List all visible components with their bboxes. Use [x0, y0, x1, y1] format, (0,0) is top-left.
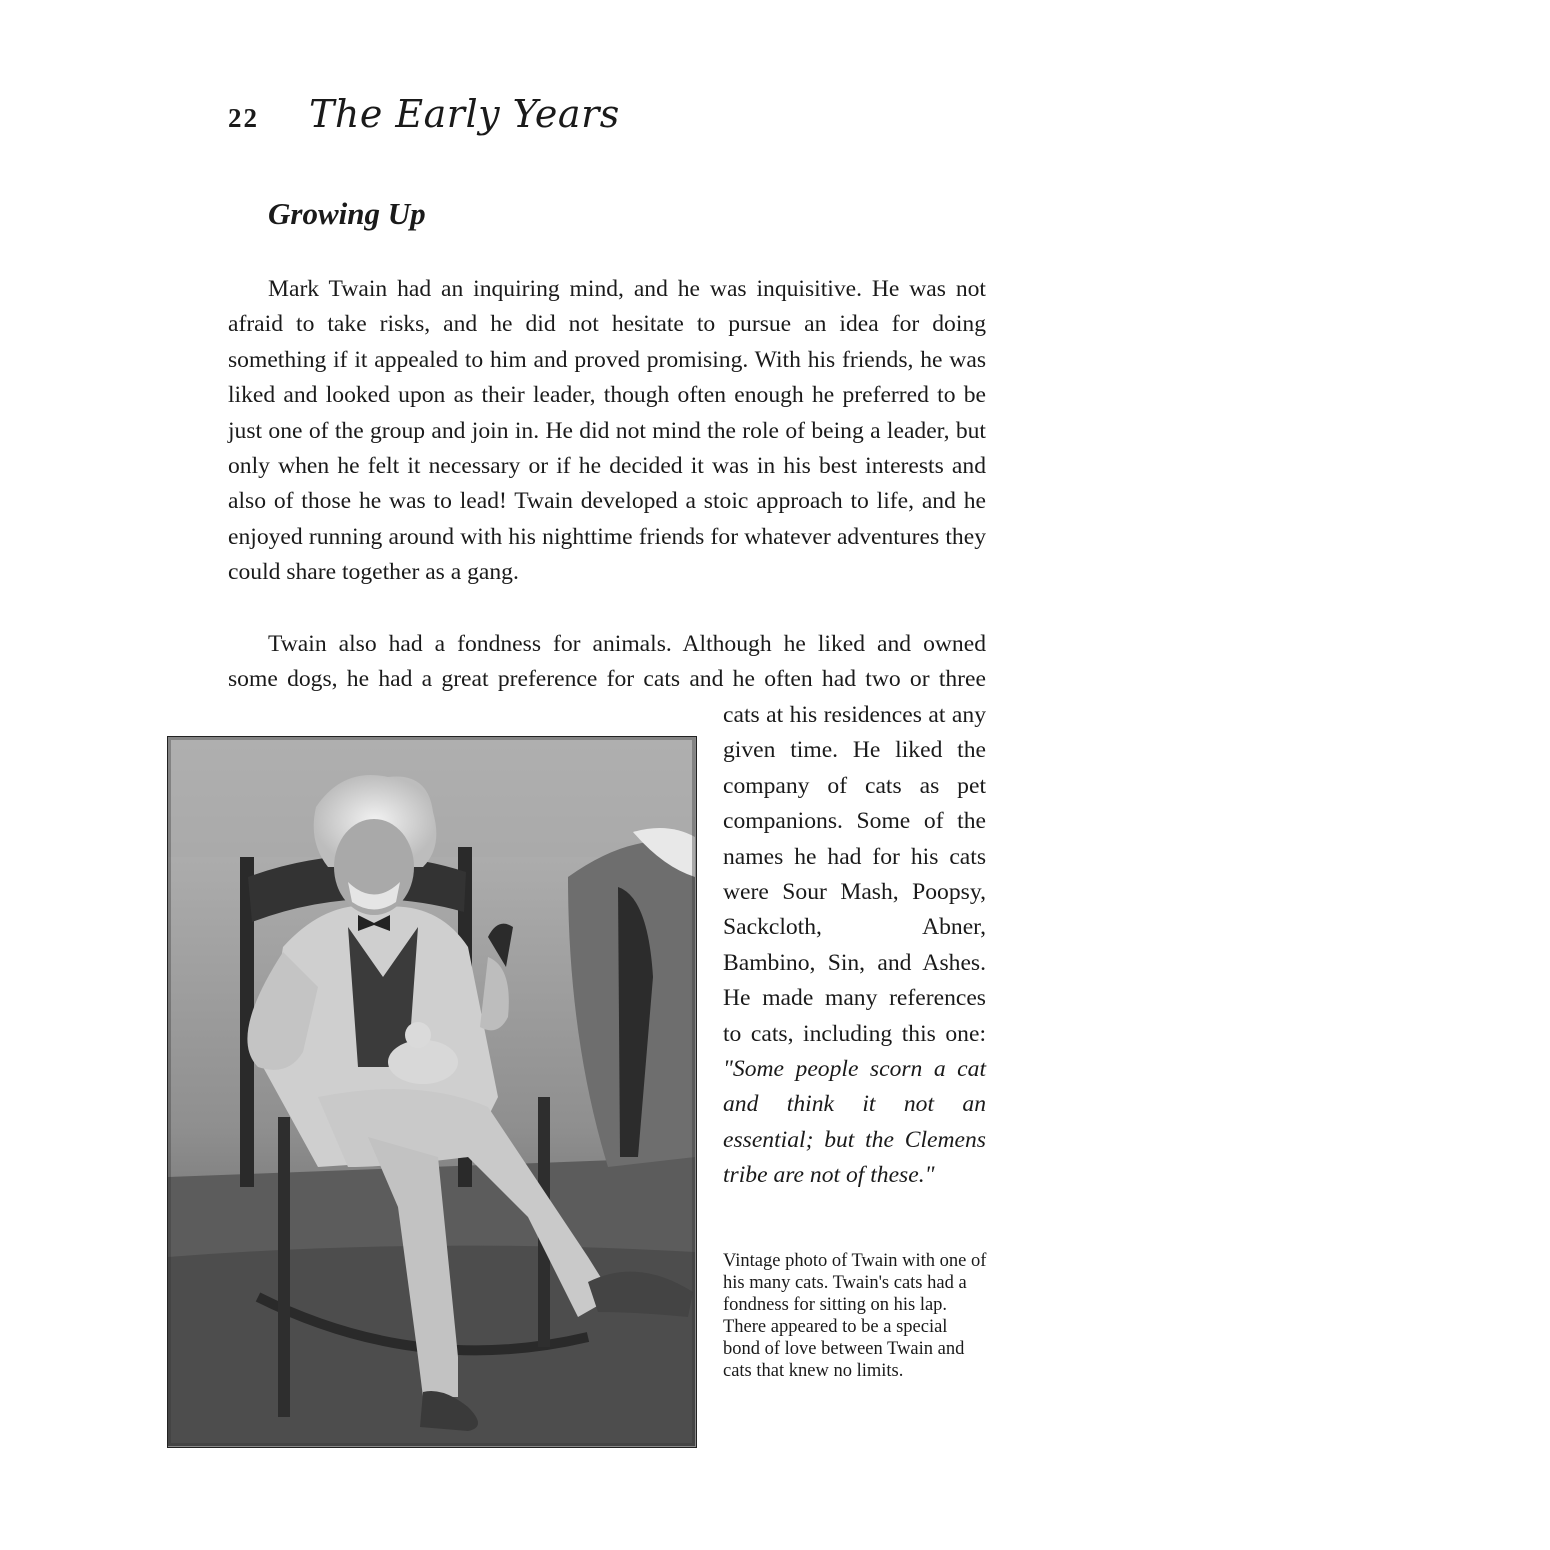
paragraph-text: cats at his residences at any given time. He liked the company of cats as pet companions. Some of the names he had for his cats were Sour Mash, Poopsy, Sackcloth, Abner, Bambino, Sin, and Ashes. He made many references to cats, including this one: [723, 702, 986, 1047]
section-heading: Growing Up [268, 196, 426, 231]
running-title: The Early Years [309, 92, 620, 136]
body-paragraph: Mark Twain had an inquiring mind, and he was inquisitive. He was not afraid to take risks, and he did not hesitate to pursue an idea for doing something if it appealed to him and proved promising. With his friends, he was liked and looked upon as their leader, though often enough he preferred to be just one of the group and join in. He did not mind the role of being a leader, but only when he felt it necessary or if he decided it was in his best interests and also of those he was to lead! Twain developed a stoic approach to life, and he enjoyed running around with his nighttime friends for whatever adventures they could share together as a gang. [228, 276, 986, 586]
twain-quote: "Some people scorn a cat and think it not an essential; but the Clemens tribe are not of these." [723, 1056, 986, 1189]
body-paragraph-2-continuation [723, 698, 986, 1194]
vintage-photo [167, 736, 697, 1448]
photo-twain-rocking-chair [168, 737, 695, 1446]
body-paragraph-2 [228, 627, 986, 698]
photo-caption: Vintage photo of Twain with one of his many cats. Twain's cats had a fondness for sitting on his lap. There appeared to be a special bond of love between Twain and cats that knew no limits. [723, 1251, 987, 1381]
paragraph-line: Twain also had a fondness for animals. Although he liked and owned [268, 631, 986, 657]
paragraph-line: some dogs, he had a great preference for cats and he often had two or three [228, 666, 986, 693]
page-number: 22 [228, 103, 259, 133]
running-header [228, 92, 620, 142]
